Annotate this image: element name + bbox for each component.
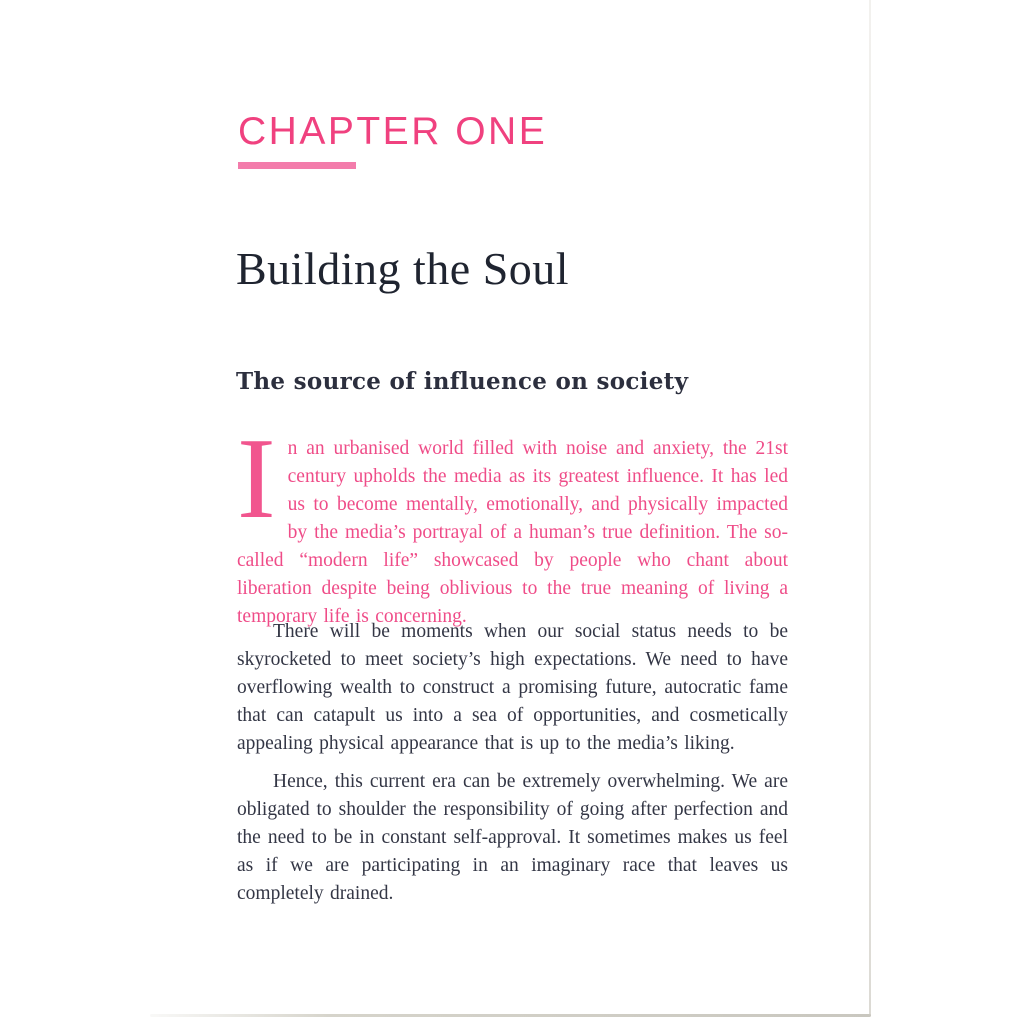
chapter-label: CHAPTER ONE bbox=[238, 110, 548, 153]
body-paragraph: Hence, this current era can be extremely overwhelming. We are obligated to shoulder the responsibility of going after perfection and the need to be in constant self-approval. It sometimes makes us feel as if we are participating in an imaginary race that leaves us completely drained. bbox=[237, 770, 788, 904]
chapter-title: Building the Soul bbox=[236, 242, 570, 294]
dropcap-letter: I bbox=[237, 414, 276, 543]
body-paragraph: There will be moments when our social status needs to be skyrocketed to meet society’s high expectations. We need to have overflowing wealth to construct a promising future, autocratic fame that can catapult us into a sea of opportunities, and cosmetically appealing physical appearance that is up to the media’s liking. bbox=[237, 620, 788, 754]
lead-paragraph bbox=[237, 414, 788, 631]
chapter-underline-rule bbox=[238, 162, 356, 169]
section-heading: The source of influence on society bbox=[236, 368, 689, 396]
page-edge-bottom bbox=[150, 1014, 871, 1017]
lead-paragraph-text: n an urbanised world filled with noise and anxiety, the 21st century upholds the media as its greatest influence. It has led us to become mentally, emotionally, and physically impacted by the media’s portrayal of a human’s true definition. The so-called “modern life” showcased by people who chant about liberation despite being oblivious to the true meaning of living a temporary life is concerning. bbox=[237, 437, 788, 627]
page-edge-right bbox=[869, 0, 871, 1016]
